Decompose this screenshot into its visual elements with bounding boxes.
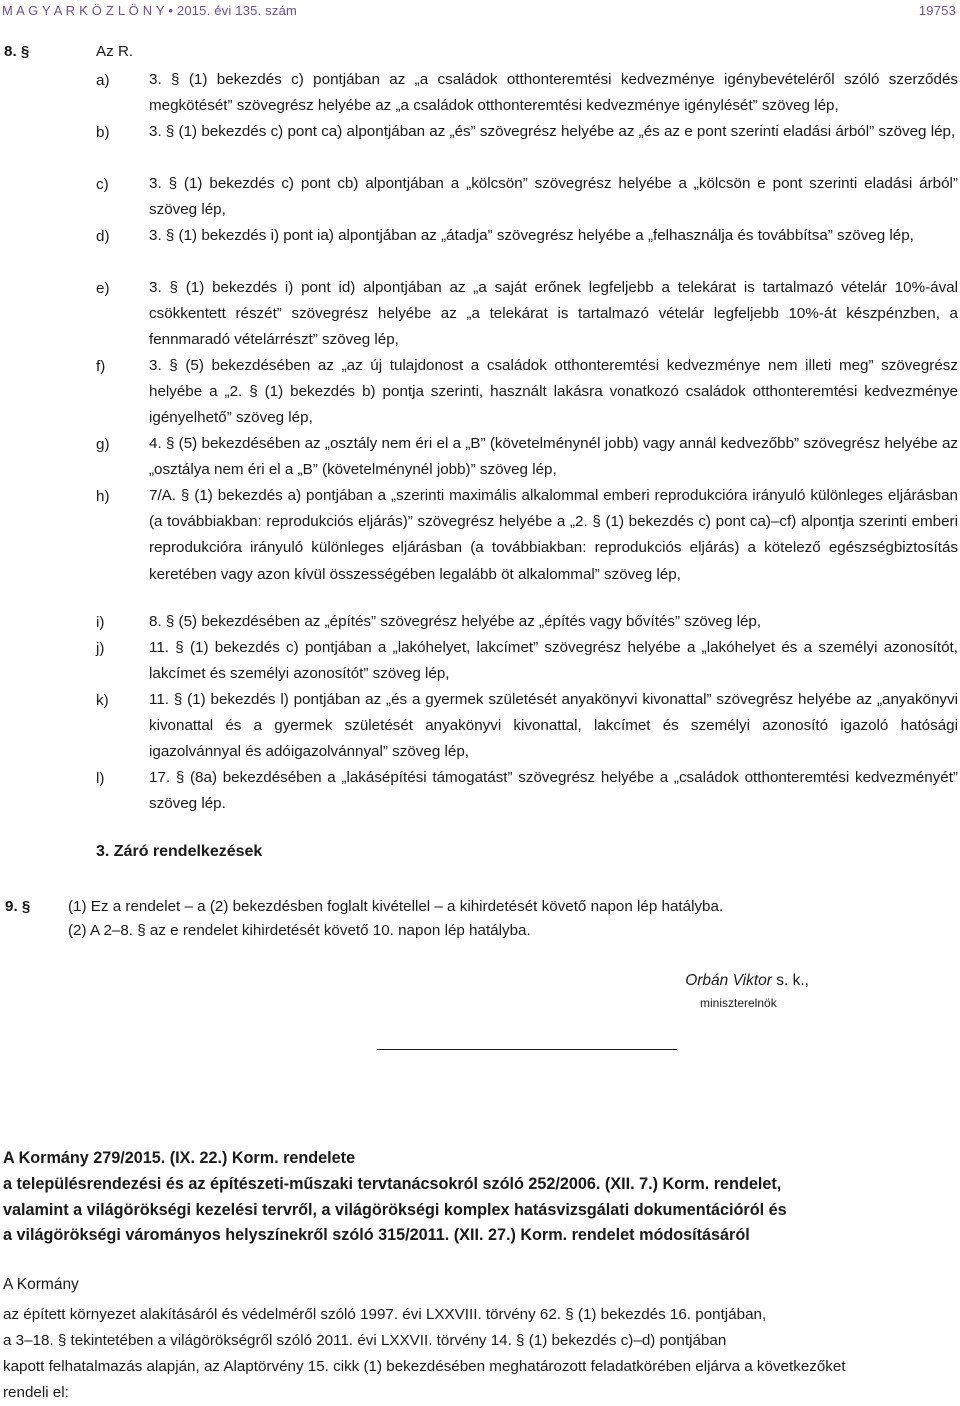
- decree-title-line: a településrendezési és az építészeti-műszaki tervtanácsokról szóló 252/2006. (XII. 7.) Korm. rendelet,: [3, 1174, 782, 1193]
- item-text: 3. § (1) bekezdés i) pont ia) alpontjában az „átadja” szövegrész helyébe a „felhasználja és továbbítsa” szöveg lép,: [149, 227, 914, 244]
- item-text: 3. § (1) bekezdés c) pont cb) alpontjában a „kölcsön” szövegrész helyébe a „kölcsön e pont szerinti eladási árból” szöveg lép,: [149, 175, 958, 219]
- item-label: i): [96, 614, 105, 631]
- item-text: 17. § (8a) bekezdésében a „lakásépítési támogatást” szövegrész helyébe a „családok otthonteremtési kedvezményét” szöveg lép.: [149, 769, 958, 813]
- journal-title: M A G Y A R K Ö Z L Ö N Y • 2015. évi 135. szám: [2, 3, 298, 18]
- item-label: j): [96, 640, 105, 657]
- item-text: 7/A. § (1) bekezdés a) pontjában a „szerinti maximális alkalommal emberi reprodukcióra irányuló különleges eljárásban (a továbbiakban: reprodukciós eljárás)” szövegrész helyébe a „2. § (1) bekezdés c) pont ca)–cf) alpontja szerinti emberi reprodukcióra irányuló különleges eljárásban (a továbbiakban: reprodukciós eljárás) a kötelező egészségbiztosítás keretében vagy azon kívül összességében legalább öt alkalommal” szöveg lép,: [149, 487, 958, 583]
- page-header: [2, 3, 956, 19]
- item-text: 11. § (1) bekezdés c) pontjában a „lakóhelyet, lakcímet” szövegrész helyébe a „lakóhelyet és a személyi azonosítót, lakcímet és személyi azonosítót” szöveg lép,: [149, 639, 958, 683]
- item-label: a): [96, 72, 110, 89]
- item-label: d): [96, 228, 110, 245]
- preamble-line: kapott felhatalmazás alapján, az Alaptörvény 15. cikk (1) bekezdésében meghatározott feladatkörében eljárva a következőket: [3, 1358, 846, 1375]
- page-number: 19753: [918, 3, 956, 18]
- decree-title-line: valamint a világörökségi kezelési tervről, a világörökségi komplex hatásvizsgálati dokumentációról és: [3, 1200, 787, 1219]
- decree-title-line: A Kormány 279/2015. (IX. 22.) Korm. rendelete: [3, 1149, 356, 1167]
- signatory-title: miniszterelnök: [700, 996, 777, 1010]
- item-label: g): [96, 436, 110, 453]
- decree-title: [3, 1146, 958, 1249]
- decree-title-line: a világörökségi várományos helyszínekről szóló 315/2011. (XII. 27.) Korm. rendelet módosításáról: [3, 1226, 750, 1245]
- item-label: e): [96, 280, 110, 297]
- section-9-label: 9. §: [5, 898, 31, 915]
- closing-divider: [377, 1049, 677, 1050]
- signatory-suffix: s. k.,: [771, 972, 809, 989]
- signatory-name: [685, 972, 809, 990]
- item-text: 3. § (1) bekezdés c) pont ca) alpontjában az „és” szövegrész helyébe az „és az e pont szerinti eladási árból” szöveg lép,: [149, 123, 956, 140]
- item-text: 4. § (5) bekezdésében az „osztály nem éri el a „B” (követelménynél jobb) vagy annál kedvezőbb” szövegrész helyébe az „osztálya nem éri el a „B” (követelménynél jobb)” szöveg lép,: [149, 435, 958, 479]
- preamble: [3, 1302, 958, 1406]
- signatory-name-text: Orbán Viktor: [685, 972, 772, 989]
- preamble-line: rendeli el:: [3, 1384, 69, 1401]
- preamble-line: a 3–18. § tekintetében a világörökségről szóló 2011. évi LXXVII. törvény 14. § (1) bekezdés c)–d) pontjában: [3, 1332, 727, 1349]
- item-label: k): [96, 692, 109, 709]
- item-text: 3. § (5) bekezdésében az „az új tulajdonost a családok otthonteremtési kedvezménye nem illeti meg” szövegrész helyébe a „2. § (1) bekezdés b) pontja szerinti, használt lakásra vonatkozó családok otthonteremtési kedvezménye igényelhető” szöveg lép,: [149, 357, 958, 427]
- preamble-line: az épített környezet alakításáról és védelméről szóló 1997. évi LXXVIII. törvény 62. § (1) bekezdés 16. pontjában,: [3, 1306, 767, 1323]
- item-label: h): [96, 488, 110, 505]
- preamble-subject: A Kormány: [3, 1276, 79, 1293]
- item-text: 3. § (1) bekezdés i) pont id) alpontjában az „a saját erőnek legfeljebb a telekárat is tartalmazó vételár 10%-ával csökkentett részét” szövegrész helyébe az „a telekárat is tartalmazó vételár legfeljebb 10%-át készpénzben, a fennmaradó vételárrészt” szöveg lép,: [149, 279, 958, 349]
- item-text: 8. § (5) bekezdésében az „építés” szövegrész helyébe az „építés vagy bővítés” szöveg lép,: [149, 613, 762, 630]
- item-text: 11. § (1) bekezdés l) pontjában az „és a gyermek születését anyakönyvi kivonattal” szövegrész helyébe az „anyakönyvi kivonattal és a gyermek születését anyakönyvi kivonattal, lakcímet és személyi azonosító igazoló hatósági igazolvánnyal és adóigazolvánnyal” szöveg lép,: [149, 691, 958, 761]
- item-label: l): [96, 770, 105, 787]
- section-8-intro: Az R.: [96, 43, 134, 60]
- chapter-heading: 3. Záró rendelkezések: [96, 843, 263, 860]
- section-9-paragraph-2: (2) A 2–8. § az e rendelet kihirdetését követő 10. napon lép hatályba.: [68, 922, 531, 939]
- item-text: 3. § (1) bekezdés c) pontjában az „a családok otthonteremtési kedvezménye igénybevételéről szóló szerződés megkötését” szövegrész helyébe az „a családok otthonteremtési kedvezménye igénylését” szöveg lép,: [149, 71, 958, 115]
- item-label: b): [96, 124, 110, 141]
- item-label: c): [96, 176, 109, 193]
- section-9-paragraph-1: (1) Ez a rendelet – a (2) bekezdésben foglalt kivétellel – a kihirdetését követő napon lép hatályba.: [68, 898, 724, 915]
- item-label: f): [96, 358, 106, 375]
- section-8-label: 8. §: [4, 43, 30, 60]
